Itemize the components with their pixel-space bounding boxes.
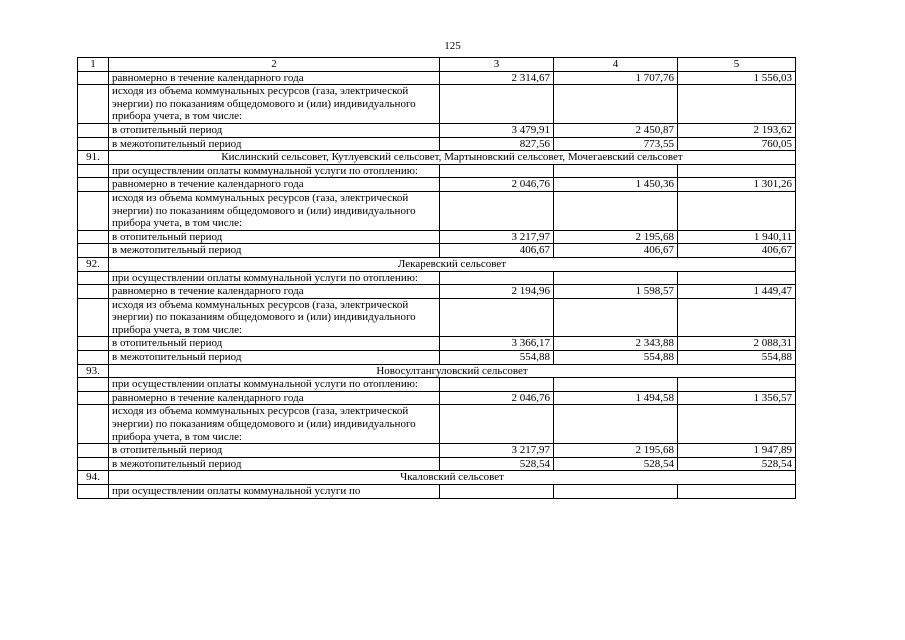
row-index-cell [78,485,109,499]
table-row [78,244,796,258]
value-cell-empty [440,164,554,178]
table-row [78,178,796,192]
value-cell: 528,54 [554,457,678,471]
value-cell-empty [440,485,554,499]
section-title: Чкаловский сельсовет [109,471,796,485]
value-cell-empty [440,378,554,392]
value-cell: 1 598,57 [554,285,678,299]
row-label: исходя из объема коммунальных ресурсов (газа, электрической энергии) по показаниям общедомового и (или) индивидуального прибора учета, в том числе: [109,85,440,124]
value-cell: 2 195,68 [554,230,678,244]
value-cell: 1 947,89 [678,444,796,458]
table-row [78,71,796,85]
value-cell: 1 450,36 [554,178,678,192]
value-cell: 3 366,17 [440,337,554,351]
column-header: 2 [109,58,440,72]
row-label: в межотопительный период [109,244,440,258]
row-index-cell [78,230,109,244]
section-number: 93. [78,364,109,378]
description-row [78,164,796,178]
value-cell-empty [678,85,796,124]
value-cell: 528,54 [440,457,554,471]
value-cell: 827,56 [440,137,554,151]
section-title: Новосултангуловский сельсовет [109,364,796,378]
description-row [78,405,796,444]
value-cell: 3 479,91 [440,123,554,137]
value-cell: 1 301,26 [678,178,796,192]
value-cell: 554,88 [678,351,796,365]
value-cell: 554,88 [440,351,554,365]
section-number: 91. [78,151,109,165]
value-cell-empty [678,164,796,178]
value-cell-empty [554,378,678,392]
table-row [78,285,796,299]
value-cell-empty [678,485,796,499]
row-index-cell [78,285,109,299]
value-cell: 3 217,97 [440,230,554,244]
row-index-cell [78,391,109,405]
value-cell-empty [440,85,554,124]
section-header-row [78,257,796,271]
row-label: в межотопительный период [109,351,440,365]
value-cell-empty [554,485,678,499]
row-label: при осуществлении оплаты коммунальной услуги по отоплению: [109,164,440,178]
value-cell: 2 343,88 [554,337,678,351]
row-label: исходя из объема коммунальных ресурсов (газа, электрической энергии) по показаниям общедомового и (или) индивидуального прибора учета, в том числе: [109,298,440,337]
value-cell-empty [678,298,796,337]
value-cell: 2 314,67 [440,71,554,85]
row-label: в межотопительный период [109,137,440,151]
row-index-cell [78,71,109,85]
row-label: исходя из объема коммунальных ресурсов (газа, электрической энергии) по показаниям общедомового и (или) индивидуального прибора учета, в том числе: [109,405,440,444]
value-cell: 2 046,76 [440,178,554,192]
value-cell: 406,67 [554,244,678,258]
column-header: 4 [554,58,678,72]
row-label: равномерно в течение календарного года [109,285,440,299]
row-index-cell [78,405,109,444]
row-label: при осуществлении оплаты коммунальной услуги по [109,485,440,499]
row-label: в отопительный период [109,230,440,244]
table-body [78,71,796,498]
value-cell-empty [554,164,678,178]
row-index-cell [78,378,109,392]
row-index-cell [78,298,109,337]
value-cell: 3 217,97 [440,444,554,458]
column-number-row [78,58,796,72]
table-row [78,123,796,137]
value-cell-empty [554,85,678,124]
value-cell: 2 193,62 [678,123,796,137]
value-cell: 528,54 [678,457,796,471]
row-index-cell [78,85,109,124]
row-label: в отопительный период [109,444,440,458]
column-header: 3 [440,58,554,72]
column-header: 1 [78,58,109,72]
row-index-cell [78,444,109,458]
value-cell-empty [440,298,554,337]
tariff-table [77,57,796,499]
row-label: в межотопительный период [109,457,440,471]
row-index-cell [78,457,109,471]
description-row [78,191,796,230]
value-cell-empty [554,191,678,230]
value-cell-empty [440,405,554,444]
value-cell: 554,88 [554,351,678,365]
section-header-row [78,364,796,378]
value-cell: 1 356,57 [678,391,796,405]
description-row [78,485,796,499]
table-row [78,230,796,244]
value-cell: 2 088,31 [678,337,796,351]
section-header-row [78,471,796,485]
value-cell: 1 707,76 [554,71,678,85]
row-label: в отопительный период [109,337,440,351]
section-header-row [78,151,796,165]
table-row [78,444,796,458]
value-cell: 1 556,03 [678,71,796,85]
row-label: при осуществлении оплаты коммунальной услуги по отоплению: [109,271,440,285]
row-index-cell [78,271,109,285]
row-index-cell [78,123,109,137]
value-cell: 1 449,47 [678,285,796,299]
table-row [78,457,796,471]
value-cell: 2 194,96 [440,285,554,299]
table-row [78,351,796,365]
row-label: в отопительный период [109,123,440,137]
value-cell-empty [554,271,678,285]
value-cell: 773,55 [554,137,678,151]
row-index-cell [78,164,109,178]
row-index-cell [78,244,109,258]
section-title: Лекаревский сельсовет [109,257,796,271]
row-index-cell [78,351,109,365]
column-header: 5 [678,58,796,72]
row-index-cell [78,137,109,151]
section-number: 94. [78,471,109,485]
value-cell: 406,67 [678,244,796,258]
value-cell: 760,05 [678,137,796,151]
value-cell-empty [554,298,678,337]
value-cell: 1 940,11 [678,230,796,244]
value-cell: 1 494,58 [554,391,678,405]
value-cell: 406,67 [440,244,554,258]
page-number: 125 [444,40,461,52]
section-title: Кислинский сельсовет, Кутлуевский сельсовет, Мартыновский сельсовет, Мочегаевский сельсовет [109,151,796,165]
row-label: исходя из объема коммунальных ресурсов (газа, электрической энергии) по показаниям общедомового и (или) индивидуального прибора учета, в том числе: [109,191,440,230]
value-cell: 2 450,87 [554,123,678,137]
value-cell-empty [678,271,796,285]
value-cell-empty [440,191,554,230]
value-cell-empty [678,405,796,444]
table-row [78,391,796,405]
section-number: 92. [78,257,109,271]
table-row [78,337,796,351]
value-cell-empty [440,271,554,285]
value-cell-empty [678,378,796,392]
value-cell: 2 046,76 [440,391,554,405]
description-row [78,271,796,285]
table-row [78,137,796,151]
value-cell: 2 195,68 [554,444,678,458]
description-row [78,298,796,337]
row-index-cell [78,178,109,192]
row-label: равномерно в течение календарного года [109,391,440,405]
row-label: равномерно в течение календарного года [109,71,440,85]
value-cell-empty [554,405,678,444]
description-row [78,378,796,392]
row-index-cell [78,191,109,230]
row-label: при осуществлении оплаты коммунальной услуги по отоплению: [109,378,440,392]
description-row [78,85,796,124]
row-index-cell [78,337,109,351]
row-label: равномерно в течение календарного года [109,178,440,192]
value-cell-empty [678,191,796,230]
